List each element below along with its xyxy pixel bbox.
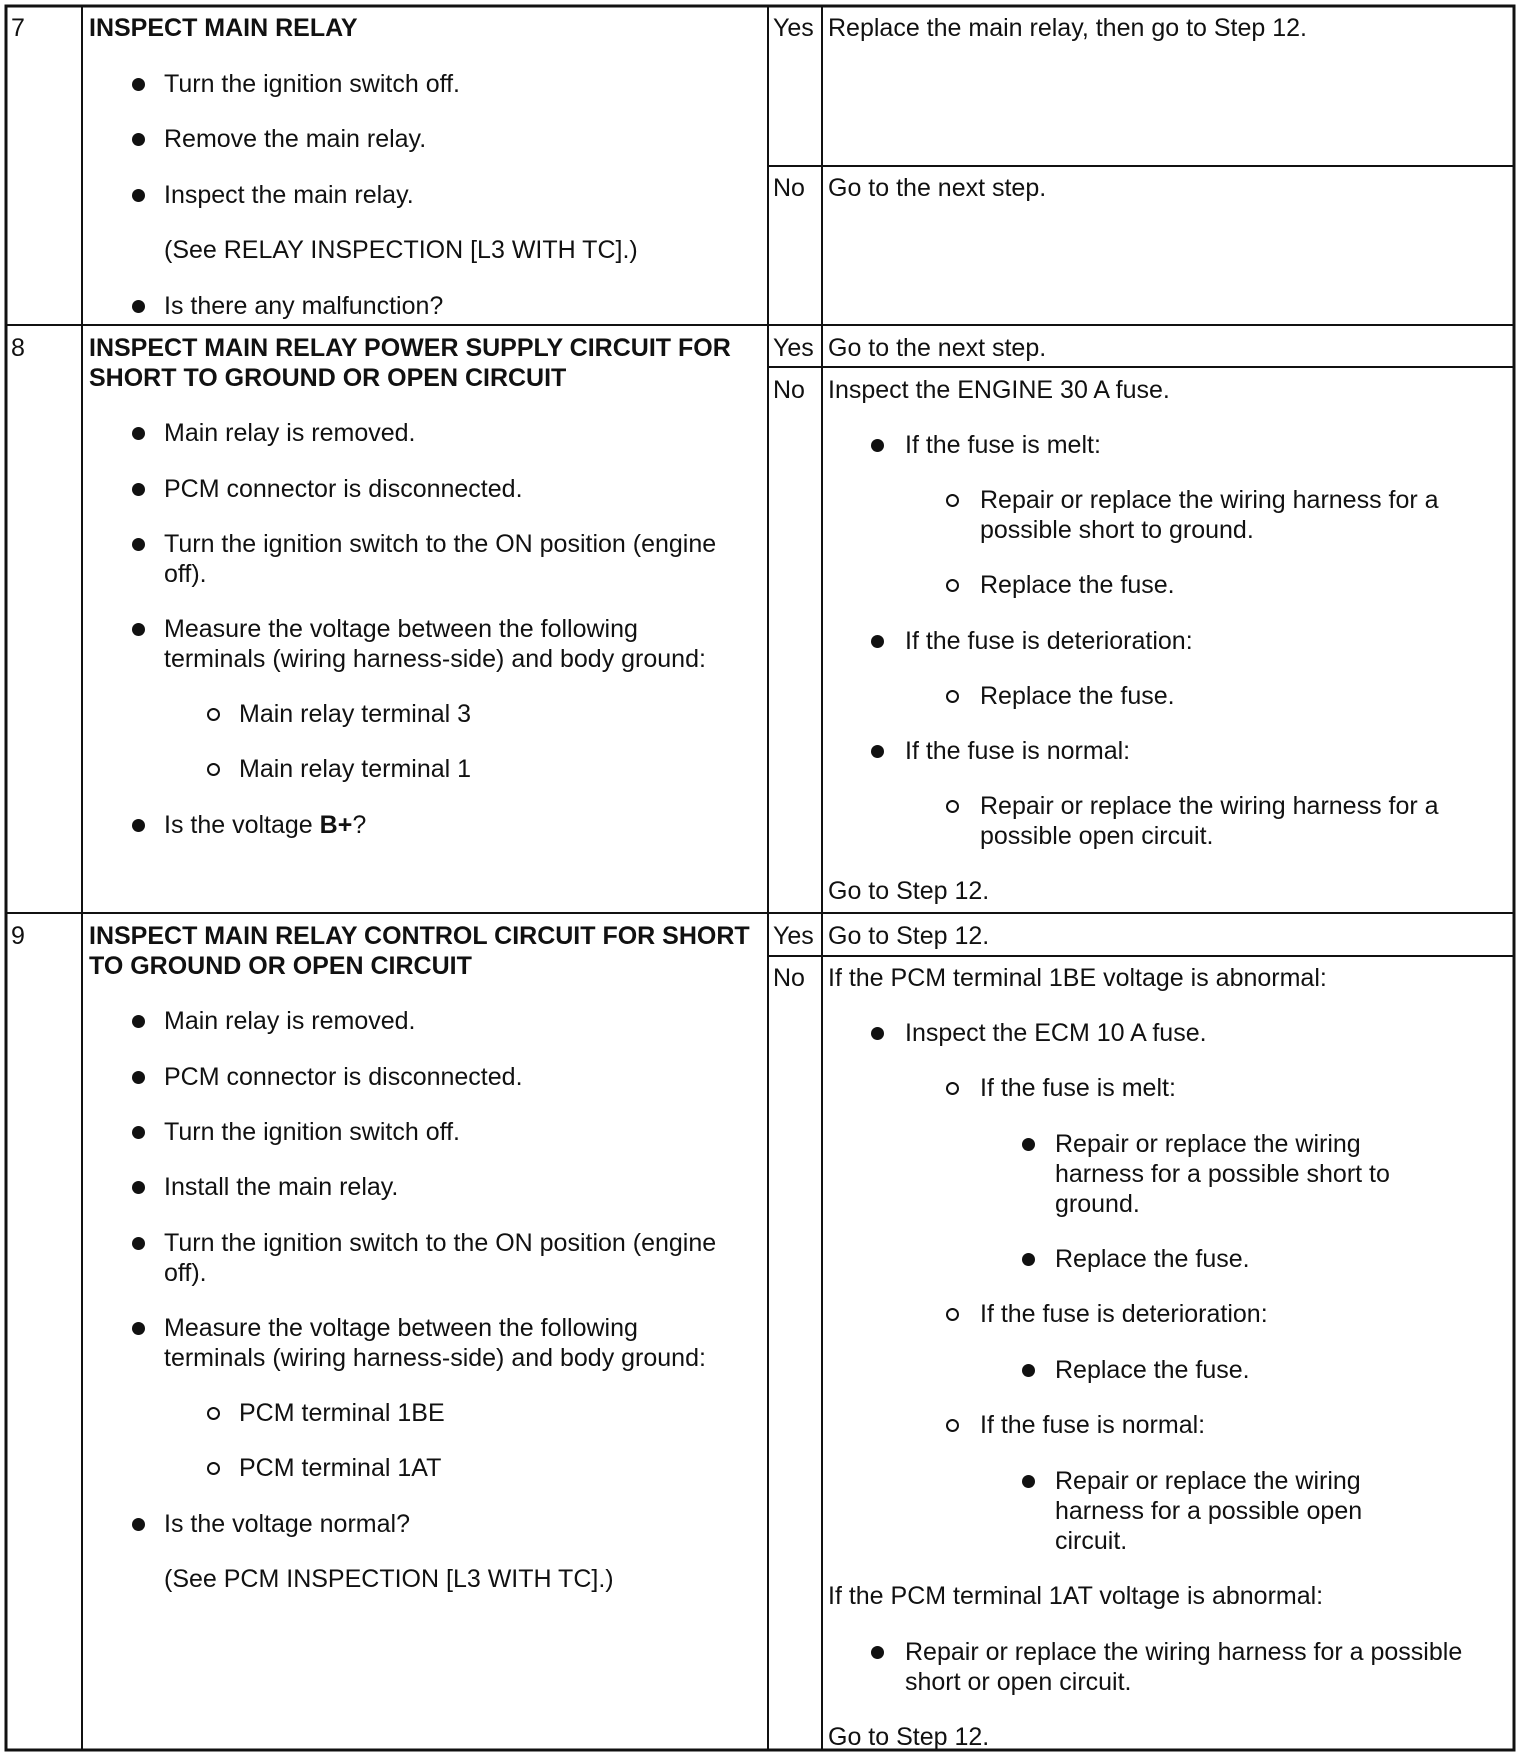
- yes-action: Replace the main relay, then go to Step 12.: [828, 14, 1308, 42]
- check-item: Inspect the main relay.: [164, 181, 414, 209]
- no-action: Repair or replace the wiring harness for a: [980, 486, 1439, 514]
- bullet-icon: [871, 1646, 884, 1659]
- no-label: No: [773, 174, 805, 202]
- sub-bullet-icon: [946, 1308, 959, 1321]
- no-action: Inspect the ECM 10 A fuse.: [905, 1019, 1207, 1047]
- yes-label: Yes: [773, 334, 814, 362]
- step-title-line: TO GROUND OR OPEN CIRCUIT: [89, 952, 472, 980]
- bullet-icon: [132, 133, 145, 146]
- no-action: harness for a possible open: [1055, 1497, 1363, 1525]
- check-item: Is the voltage normal?: [164, 1510, 410, 1538]
- bullet-icon: [132, 78, 145, 91]
- bullet-icon: [1022, 1138, 1035, 1151]
- check-item: Is there any malfunction?: [164, 292, 444, 320]
- sub-bullet-icon: [946, 1419, 959, 1432]
- no-action: Repair or replace the wiring harness for a: [980, 792, 1439, 820]
- reference-note: (See RELAY INSPECTION [L3 WITH TC].): [164, 236, 638, 264]
- no-action: If the fuse is melt:: [980, 1074, 1176, 1102]
- bullet-icon: [132, 1322, 145, 1335]
- check-item: off).: [164, 560, 207, 588]
- sub-item: PCM terminal 1AT: [239, 1454, 442, 1482]
- bullet-icon: [132, 1015, 145, 1028]
- bullet-icon: [132, 300, 145, 313]
- check-item: Measure the voltage between the following: [164, 615, 638, 643]
- sub-bullet-icon: [207, 708, 220, 721]
- no-action: possible short to ground.: [980, 516, 1254, 544]
- no-action: If the fuse is normal:: [980, 1411, 1206, 1439]
- step-title-line: SHORT TO GROUND OR OPEN CIRCUIT: [89, 364, 567, 392]
- no-label: No: [773, 376, 805, 404]
- sub-bullet-icon: [946, 494, 959, 507]
- bullet-icon: [132, 819, 145, 832]
- no-action: short or open circuit.: [905, 1668, 1132, 1696]
- bullet-icon: [132, 1071, 145, 1084]
- bullet-icon: [1022, 1475, 1035, 1488]
- check-item: Measure the voltage between the following: [164, 1314, 638, 1342]
- yes-action: Go to Step 12.: [828, 922, 990, 950]
- no-action: Replace the fuse.: [1055, 1356, 1250, 1384]
- no-action: Repair or replace the wiring harness for a possible: [905, 1638, 1463, 1666]
- check-item: Turn the ignition switch to the ON position (engine: [164, 1229, 717, 1257]
- sub-item: Main relay terminal 3: [239, 700, 472, 728]
- sub-bullet-icon: [946, 690, 959, 703]
- no-label: No: [773, 964, 805, 992]
- bullet-icon: [132, 483, 145, 496]
- sub-bullet-icon: [946, 579, 959, 592]
- step-number: 9: [11, 922, 25, 950]
- sub-bullet-icon: [207, 1462, 220, 1475]
- check-item: PCM connector is disconnected.: [164, 1063, 523, 1091]
- bullet-icon: [871, 1027, 884, 1040]
- sub-bullet-icon: [207, 1407, 220, 1420]
- no-action: Repair or replace the wiring: [1055, 1130, 1361, 1158]
- no-action: Repair or replace the wiring: [1055, 1467, 1361, 1495]
- step-title: INSPECT MAIN RELAY: [89, 14, 358, 42]
- no-action: Replace the fuse.: [980, 571, 1175, 599]
- bullet-icon: [1022, 1253, 1035, 1266]
- no-action: If the PCM terminal 1AT voltage is abnormal:: [828, 1582, 1324, 1610]
- bullet-icon: [132, 189, 145, 202]
- bullet-icon: [871, 635, 884, 648]
- bullet-icon: [871, 439, 884, 452]
- bullet-icon: [871, 745, 884, 758]
- bullet-icon: [132, 1518, 145, 1531]
- no-action: Go to Step 12.: [828, 1723, 990, 1751]
- yes-action: Go to the next step.: [828, 334, 1047, 362]
- reference-note: (See PCM INSPECTION [L3 WITH TC].): [164, 1565, 614, 1593]
- sub-bullet-icon: [207, 763, 220, 776]
- no-action: Go to Step 12.: [828, 877, 990, 905]
- check-item: off).: [164, 1259, 207, 1287]
- bullet-icon: [132, 1181, 145, 1194]
- bullet-icon: [132, 623, 145, 636]
- no-action: Inspect the ENGINE 30 A fuse.: [828, 376, 1170, 404]
- no-action: harness for a possible short to: [1055, 1160, 1390, 1188]
- sub-bullet-icon: [946, 1082, 959, 1095]
- sub-item: Main relay terminal 1: [239, 755, 472, 783]
- check-item: terminals (wiring harness-side) and body ground:: [164, 1344, 706, 1372]
- no-action: circuit.: [1055, 1527, 1128, 1555]
- step-title-line: INSPECT MAIN RELAY POWER SUPPLY CIRCUIT FOR: [89, 334, 731, 362]
- bullet-icon: [132, 1237, 145, 1250]
- no-action: If the fuse is deterioration:: [905, 627, 1193, 655]
- sub-item: PCM terminal 1BE: [239, 1399, 445, 1427]
- bullet-icon: [132, 427, 145, 440]
- sub-bullet-icon: [946, 800, 959, 813]
- no-action: If the fuse is normal:: [905, 737, 1131, 765]
- bullet-icon: [1022, 1364, 1035, 1377]
- check-item: Main relay is removed.: [164, 419, 416, 447]
- no-action: If the fuse is melt:: [905, 431, 1101, 459]
- no-action: Replace the fuse.: [1055, 1245, 1250, 1273]
- check-item: Turn the ignition switch off.: [164, 70, 460, 98]
- step-number: 7: [11, 14, 25, 42]
- yes-label: Yes: [773, 14, 814, 42]
- step-number: 8: [11, 334, 25, 362]
- check-item: Remove the main relay.: [164, 125, 427, 153]
- bullet-icon: [132, 1126, 145, 1139]
- check-item: Is the voltage B+?: [164, 811, 367, 839]
- no-action: Go to the next step.: [828, 174, 1047, 202]
- check-item: Turn the ignition switch off.: [164, 1118, 460, 1146]
- step-title-line: INSPECT MAIN RELAY CONTROL CIRCUIT FOR SHORT: [89, 922, 750, 950]
- check-item: terminals (wiring harness-side) and body ground:: [164, 645, 706, 673]
- yes-label: Yes: [773, 922, 814, 950]
- check-item: Turn the ignition switch to the ON position (engine: [164, 530, 717, 558]
- no-action: ground.: [1055, 1190, 1140, 1218]
- check-item: Main relay is removed.: [164, 1007, 416, 1035]
- check-item: PCM connector is disconnected.: [164, 475, 523, 503]
- no-action: If the PCM terminal 1BE voltage is abnormal:: [828, 964, 1327, 992]
- no-action: Replace the fuse.: [980, 682, 1175, 710]
- no-action: possible open circuit.: [980, 822, 1214, 850]
- no-action: If the fuse is deterioration:: [980, 1300, 1268, 1328]
- check-item: Install the main relay.: [164, 1173, 399, 1201]
- bullet-icon: [132, 538, 145, 551]
